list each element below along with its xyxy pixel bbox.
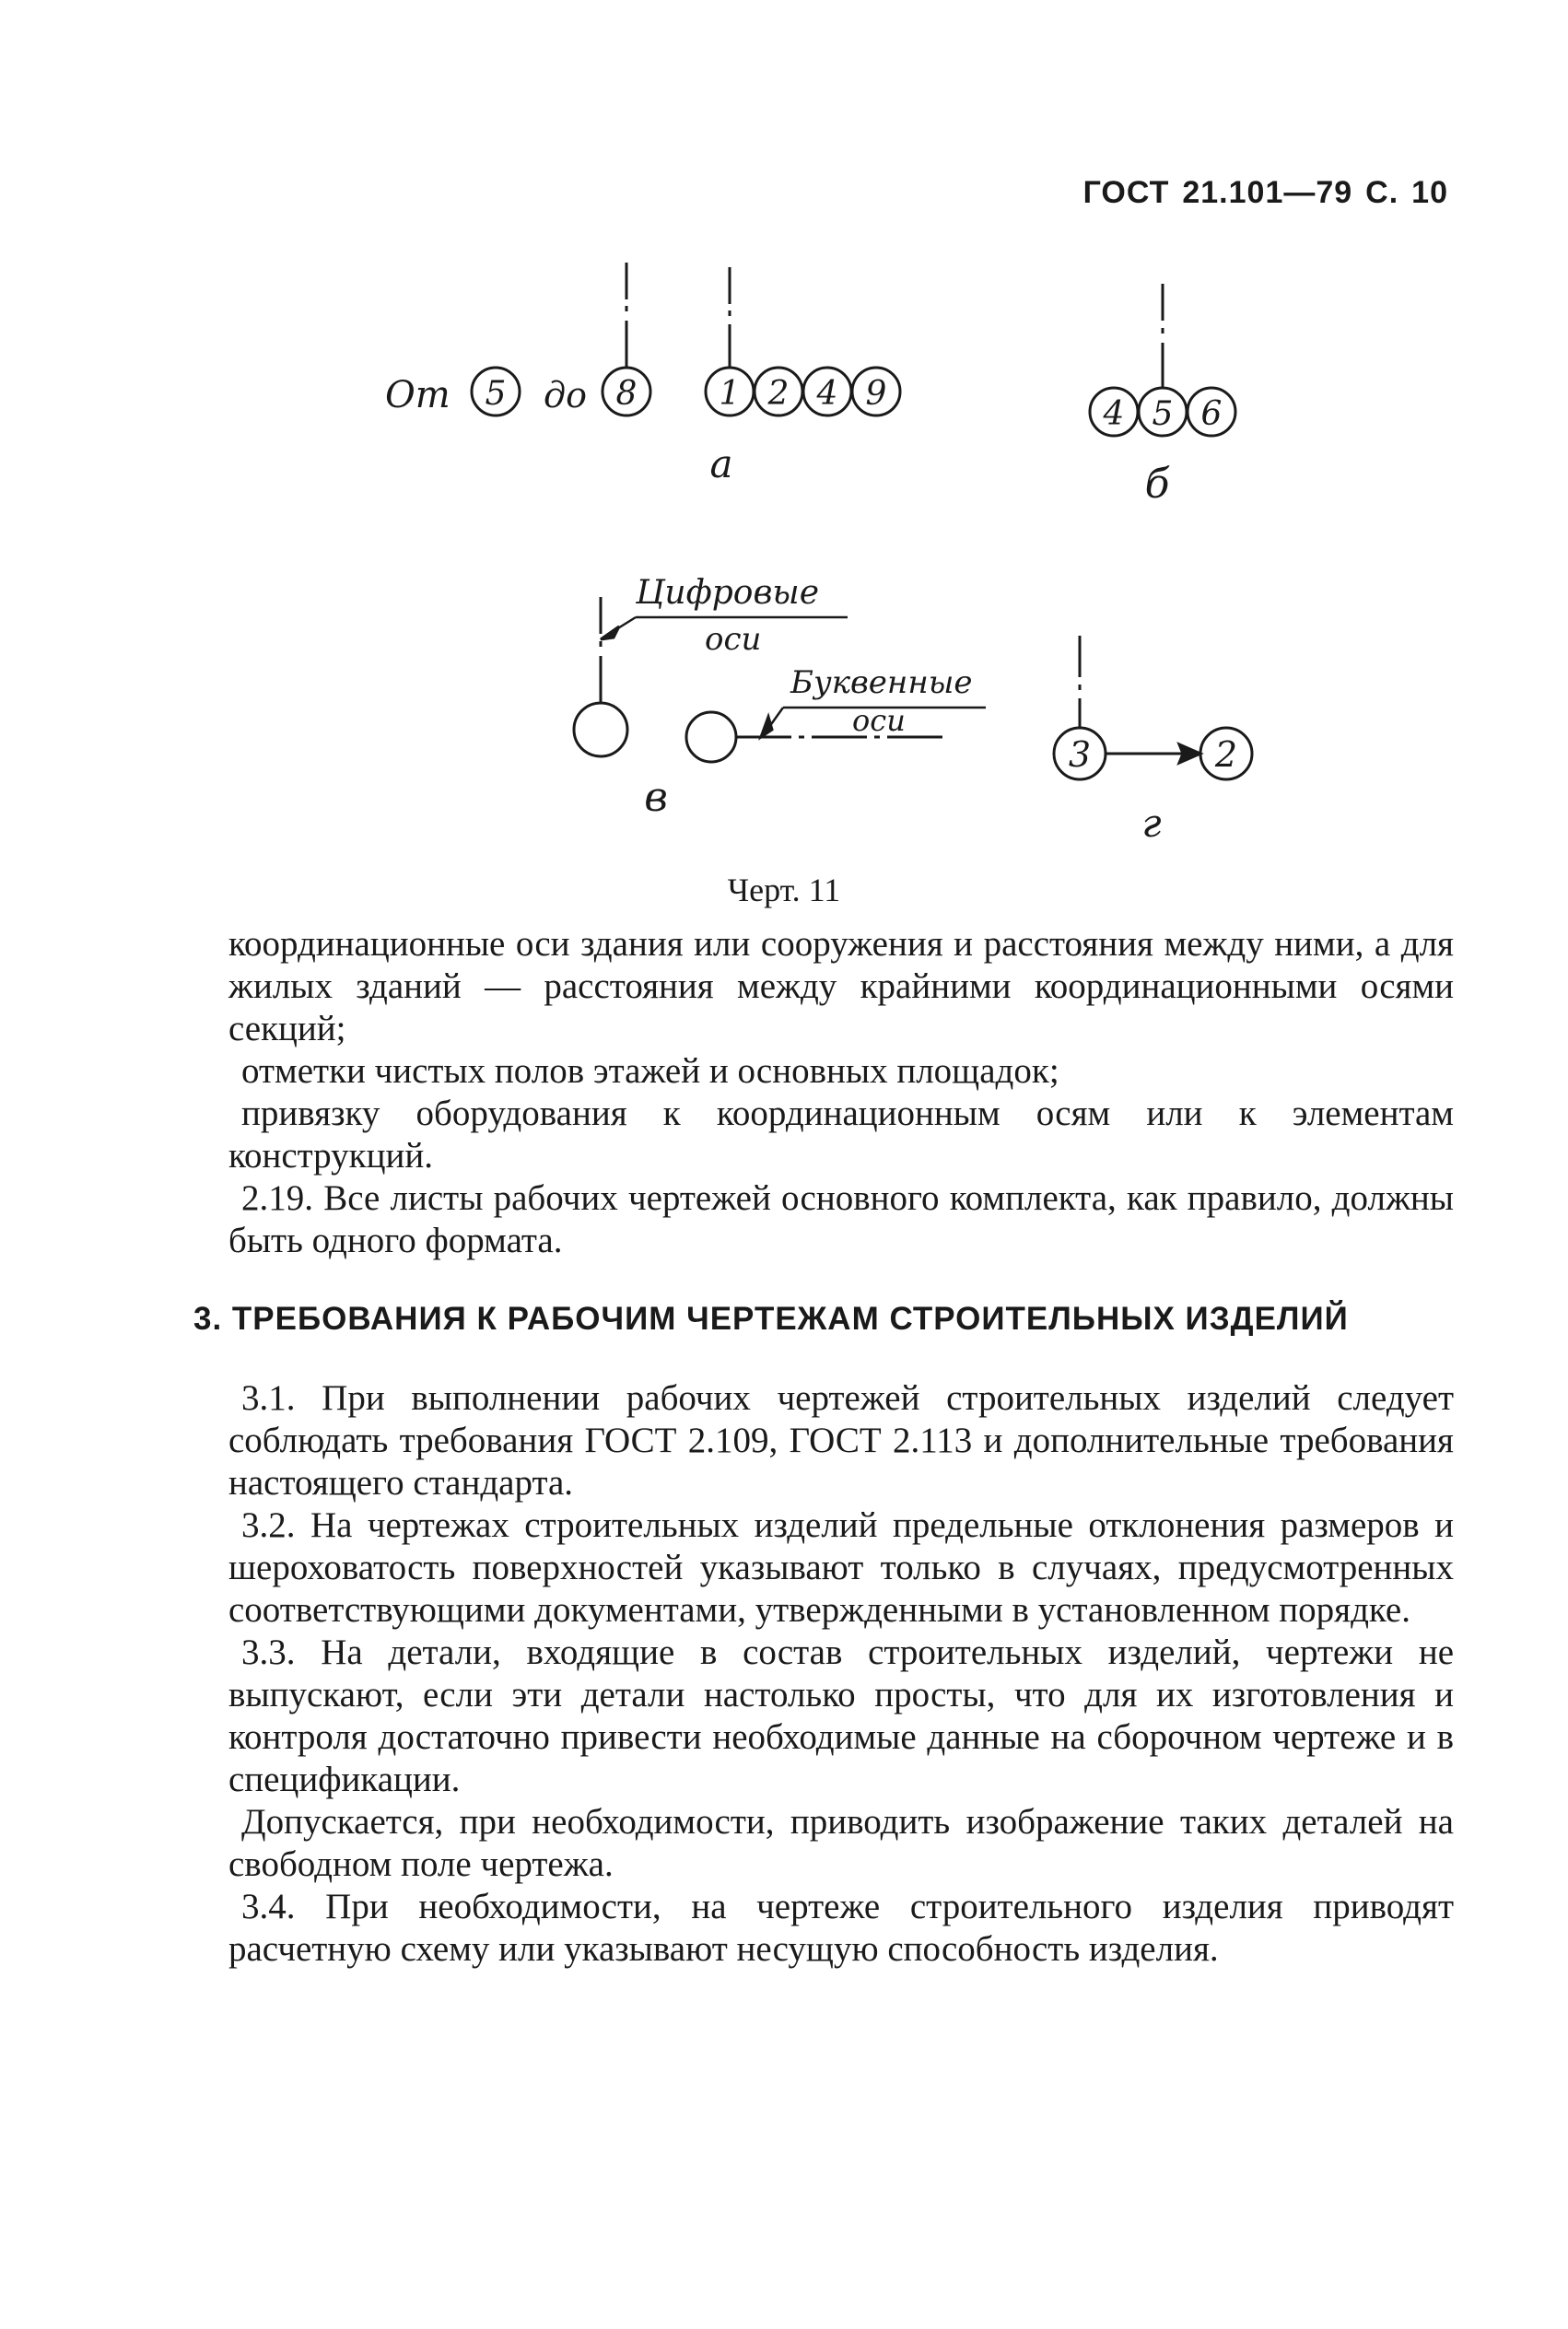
a-to-text: до xyxy=(544,375,587,415)
variant-label-b: б xyxy=(1144,461,1170,508)
axis-bubble-6b-label: 6 xyxy=(1200,395,1223,433)
variant-label-a: а xyxy=(709,441,733,486)
digital-axes-label-2: оси xyxy=(705,621,762,658)
drawing-11 xyxy=(0,0,1568,921)
axis-bubble-9-label: 9 xyxy=(865,375,887,413)
axis-bubble-4b-label: 4 xyxy=(1103,395,1125,433)
letter-axes-label-2: оси xyxy=(852,703,906,738)
paragraph-3-2: 3.2. На чертежах строительных изделий предельные отклонения размеров и шероховатость поверхностей указывают только в случаях, предусмотренных соответствующими документами, утвержденными в установленном порядке. xyxy=(228,1505,1454,1630)
body-block-1 xyxy=(228,923,1454,1262)
letter-axes-label-1: Буквенные xyxy=(790,664,973,701)
paragraph-2-19: 2.19. Все листы рабочих чертежей основного комплекта, как правило, должны быть одного формата. xyxy=(228,1178,1454,1260)
figure-caption: Черт. 11 xyxy=(727,872,841,908)
section-title: 3. ТРЕБОВАНИЯ К РАБОЧИМ ЧЕРТЕЖАМ СТРОИТЕЛЬНЫХ ИЗДЕЛИЙ xyxy=(193,1301,1349,1337)
axis-bubble-1-label: 1 xyxy=(719,375,741,413)
paragraph-axes: координационные оси здания или сооружения и расстояния между ними, а для жилых зданий — расстояния между крайними координационными осями секций; xyxy=(228,924,1454,1048)
paragraph-floor-marks: отметки чистых полов этажей и основных площадок; xyxy=(241,1051,1059,1091)
axis-bubble-4-label: 4 xyxy=(816,375,838,413)
digital-leader-arrow xyxy=(601,626,619,639)
paragraph-3-4: 3.4. При необходимости, на чертеже строительного изделия приводят расчетную схему или указывают несущую способность изделия. xyxy=(228,1887,1454,1969)
variant-label-v: в xyxy=(644,774,668,821)
variant-a xyxy=(385,263,900,486)
axis-arrow-head xyxy=(1179,744,1200,763)
paragraph-3-3-note: Допускается, при необходимости, приводить изображение таких деталей на свободном поле чертежа. xyxy=(228,1802,1454,1884)
header-number: 21.101—79 xyxy=(1182,175,1353,210)
paragraph-3-1: 3.1. При выполнении рабочих чертежей строительных изделий следует соблюдать требования ГОСТ 2.109, ГОСТ 2.113 и дополнительные требования настоящего стандарта. xyxy=(228,1378,1454,1503)
axis-bubble-5b-label: 5 xyxy=(1152,395,1174,433)
body-block-2 xyxy=(228,1377,1454,1971)
variant-g xyxy=(1054,636,1252,846)
a-from-text: От xyxy=(385,374,451,416)
axis-bubble-v2 xyxy=(686,712,736,762)
variant-b xyxy=(1090,284,1235,508)
header-standard: ГОСТ xyxy=(1082,175,1170,210)
letter-leader-arrow xyxy=(761,717,772,737)
axis-bubble-2g-label: 2 xyxy=(1214,734,1238,775)
header-page: 10 xyxy=(1411,175,1448,210)
axis-bubble-2-label: 2 xyxy=(767,375,790,413)
paragraph-3-3: 3.3. На детали, входящие в состав строительных изделий, чертежи не выпускают, если эти детали настолько просты, что для их изготовления и контроля достаточно привести необходимые данные на сборочном чертеже и в спецификации. xyxy=(228,1633,1454,1799)
axis-bubble-8-label: 8 xyxy=(615,375,638,413)
axis-bubble-v1 xyxy=(574,703,627,756)
header-page-prefix: С. xyxy=(1365,175,1399,210)
variant-label-g: г xyxy=(1141,801,1162,846)
variant-v xyxy=(574,574,986,821)
paragraph-equipment: привязку оборудования к координационным осям или к элементам конструкций. xyxy=(228,1094,1454,1176)
axis-bubble-3-label: 3 xyxy=(1068,734,1092,775)
digital-axes-label-1: Цифровые xyxy=(636,574,820,612)
axis-bubble-5-label: 5 xyxy=(485,375,507,413)
